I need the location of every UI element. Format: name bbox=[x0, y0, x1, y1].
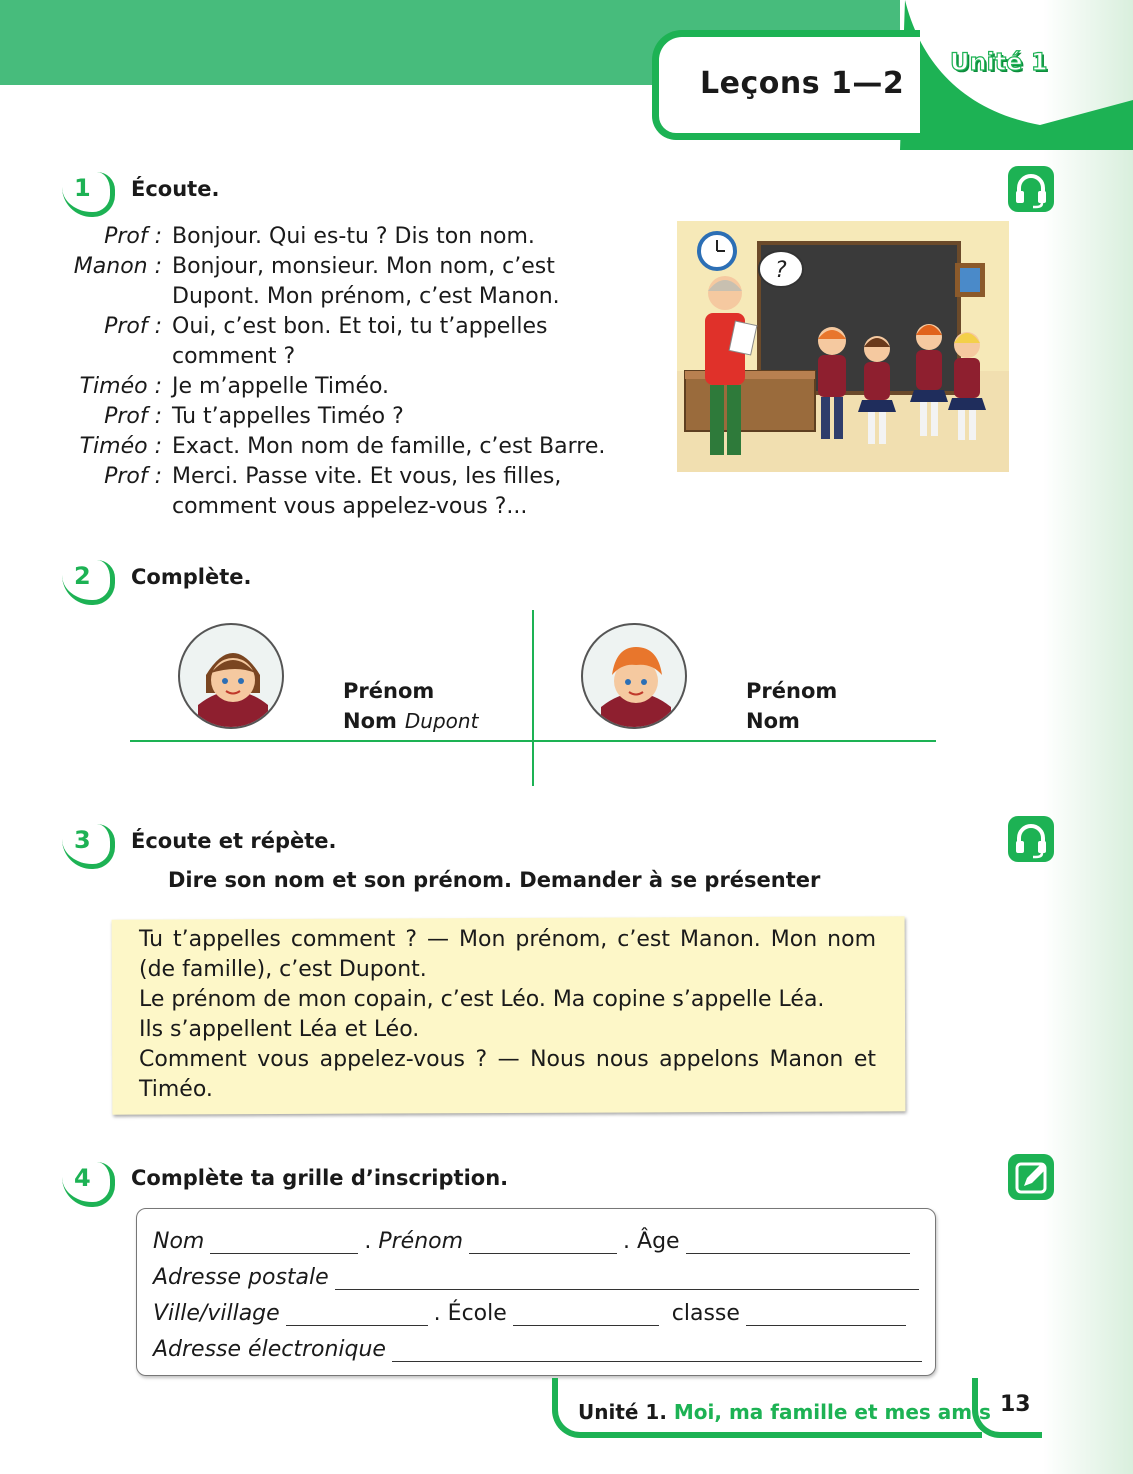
section-3-subtitle: Dire son nom et son prénom. Demander à se présenter bbox=[168, 868, 821, 892]
left-nom-label: Nom bbox=[343, 709, 397, 733]
table-divider-horizontal bbox=[130, 740, 936, 742]
age-field[interactable] bbox=[686, 1231, 910, 1254]
girl-portrait bbox=[178, 623, 284, 729]
form-row-3: Ville/village . École classe bbox=[153, 1301, 912, 1326]
prenom-field[interactable] bbox=[469, 1231, 617, 1254]
ecole-field[interactable] bbox=[513, 1303, 659, 1326]
pencil-icon bbox=[1008, 1154, 1054, 1200]
left-prenom-label: Prénom bbox=[343, 679, 435, 703]
ville-label: Ville/village bbox=[153, 1301, 280, 1326]
table-divider-vertical bbox=[532, 610, 534, 786]
classe-field[interactable] bbox=[746, 1303, 906, 1326]
page-edge-gradient bbox=[1043, 0, 1133, 1474]
exercise-3-title: Écoute et répète. bbox=[131, 829, 337, 853]
headphones-icon bbox=[1008, 816, 1054, 862]
nom-field[interactable] bbox=[210, 1231, 358, 1254]
classroom-illustration bbox=[677, 221, 1009, 472]
note-line: Comment vous appelez-vous ? — Nous nous appelons Manon et Timéo. bbox=[139, 1047, 876, 1102]
exercise-4-title: Complète ta grille d’inscription. bbox=[131, 1166, 509, 1190]
headphones-icon bbox=[1008, 166, 1054, 212]
ville-field[interactable] bbox=[286, 1303, 428, 1326]
adresse-postale-label: Adresse postale bbox=[153, 1265, 329, 1290]
dialogue-line: Prof : Oui, c’est bon. Et toi, tu t’appelles bbox=[104, 314, 548, 339]
footer-unit: Unité 1. bbox=[578, 1400, 667, 1424]
speech-bubble-text: ? bbox=[775, 258, 787, 283]
nom-label: Nom bbox=[153, 1229, 205, 1254]
ecole-label: École bbox=[447, 1301, 507, 1326]
dialogue-line: comment ? bbox=[172, 344, 296, 369]
adresse-postale-field[interactable] bbox=[335, 1267, 919, 1290]
footer-title: Moi, ma famille et mes amis bbox=[673, 1400, 991, 1424]
note-line: Ils s’appellent Léa et Léo. bbox=[139, 1017, 420, 1042]
footer-unit-title bbox=[578, 1400, 991, 1424]
adresse-electronique-label: Adresse électronique bbox=[153, 1337, 386, 1362]
exercise-2-title: Complète. bbox=[131, 565, 252, 589]
left-nom-row bbox=[343, 709, 478, 733]
adresse-electronique-field[interactable] bbox=[392, 1339, 922, 1362]
note-text bbox=[139, 925, 876, 1105]
dialogue-line: Prof : Tu t’appelles Timéo ? bbox=[104, 404, 404, 429]
dialogue-line: Manon : Bonjour, monsieur. Mon nom, c’est bbox=[73, 254, 555, 279]
prenom-label: Prénom bbox=[378, 1229, 464, 1254]
page-number: 13 bbox=[1000, 1392, 1031, 1417]
exercise-4-number: 4 bbox=[74, 1164, 91, 1192]
dialogue-line: comment vous appelez-vous ?... bbox=[172, 494, 528, 519]
form-row-1: Nom . Prénom . Âge bbox=[153, 1229, 916, 1254]
exercise-1-number: 1 bbox=[74, 174, 91, 202]
boy-portrait bbox=[581, 623, 687, 729]
left-nom-value: Dupont bbox=[404, 709, 479, 733]
lesson-title: Leçons 1—2 bbox=[700, 66, 905, 101]
dialogue-line: Dupont. Mon prénom, c’est Manon. bbox=[172, 284, 560, 309]
unit-badge: Unité 1 bbox=[950, 48, 1048, 76]
dialogue-line: Prof : Merci. Passe vite. Et vous, les filles, bbox=[104, 464, 562, 489]
dialogue-line: Timéo : Je m’appelle Timéo. bbox=[79, 374, 390, 399]
right-prenom-label: Prénom bbox=[746, 679, 838, 703]
note-line: Le prénom de mon copain, c’est Léo. Ma copine s’appelle Léa. bbox=[139, 987, 825, 1012]
note-line: Tu t’appelles comment ? — Mon prénom, c’est Manon. Mon nom (de famille), c’est Dupont. bbox=[139, 927, 876, 982]
dialogue-line: Prof : Bonjour. Qui es-tu ? Dis ton nom. bbox=[104, 224, 535, 249]
form-row-2 bbox=[153, 1265, 925, 1290]
right-nom-label: Nom bbox=[746, 709, 800, 733]
dialogue-line: Timéo : Exact. Mon nom de famille, c’est Barre. bbox=[79, 434, 606, 459]
form-row-4 bbox=[153, 1337, 928, 1362]
exercise-3-number: 3 bbox=[74, 826, 91, 854]
exercise-2-number: 2 bbox=[74, 562, 91, 590]
dialogue bbox=[60, 222, 605, 522]
exercise-1-title: Écoute. bbox=[131, 177, 220, 201]
classe-label: classe bbox=[671, 1301, 740, 1326]
age-label: Âge bbox=[637, 1229, 680, 1254]
